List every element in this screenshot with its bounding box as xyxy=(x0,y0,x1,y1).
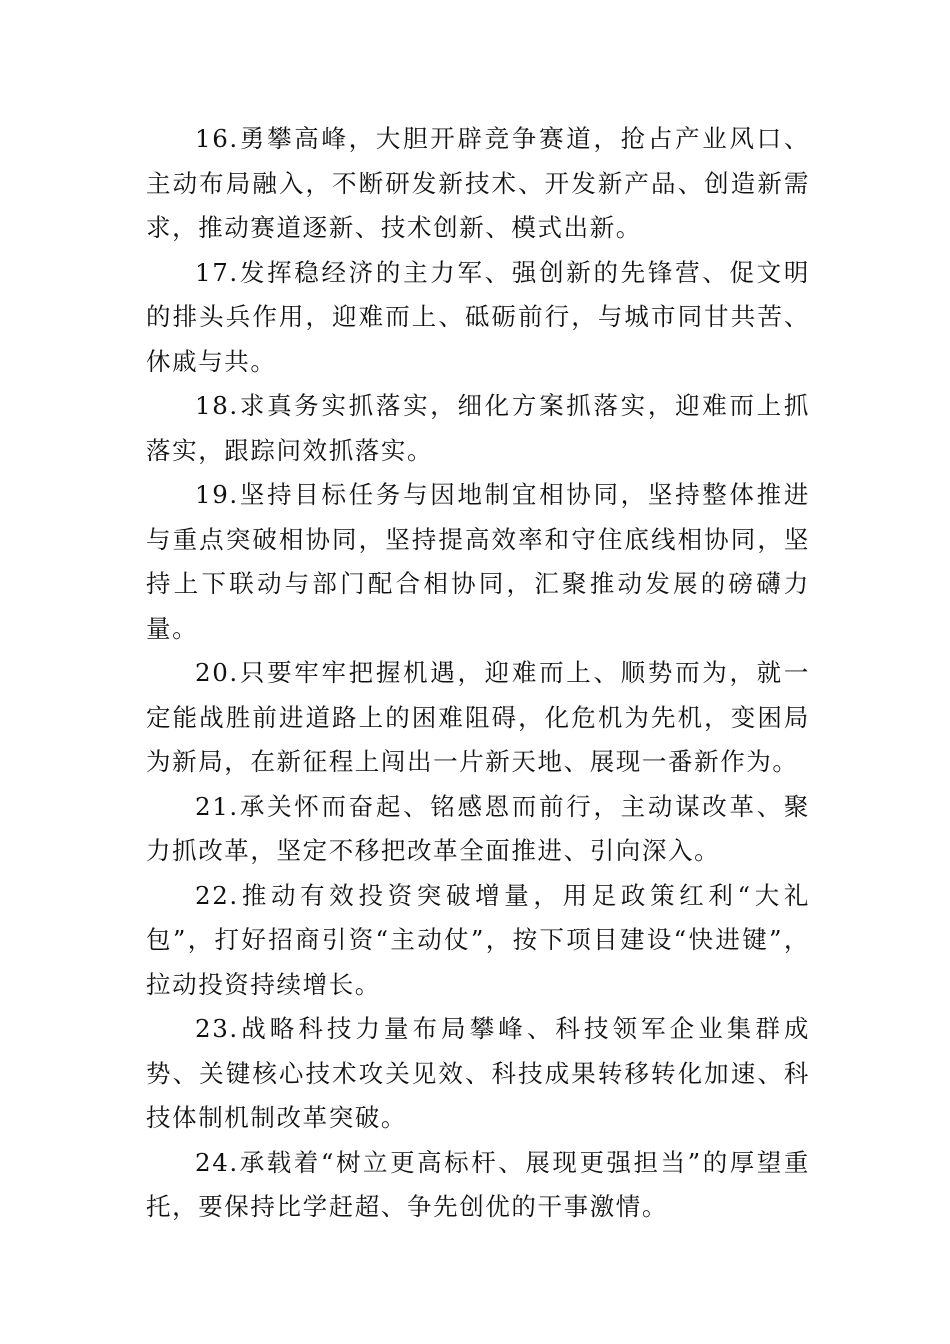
paragraph-23: 23.战略科技力量布局攀峰、科技领军企业集群成势、关键核心技术攻关见效、科技成果转移转化加速、科技体制机制改革突破。 xyxy=(146,1014,810,1132)
paragraph-18: 18.求真务实抓落实，细化方案抓落实，迎难而上抓落实，跟踪问效抓落实。 xyxy=(146,391,810,465)
document-body xyxy=(146,117,810,1230)
paragraph-17: 17.发挥稳经济的主力军、强创新的先锋营、促文明的排头兵作用，迎难而上、砥砺前行，与城市同甘共苦、休戚与共。 xyxy=(146,257,810,376)
paragraph-22: 22.推动有效投资突破增量，用足政策红利“大礼包”，打好招商引资“主动仗”，按下项目建设“快进键”，拉动投资持续增长。 xyxy=(146,880,810,999)
paragraph-24: 24.承载着“树立更高标杆、展现更强担当”的厚望重托，要保持比学赶超、争先创优的干事激情。 xyxy=(146,1147,810,1221)
paragraph-16: 16.勇攀高峰，大胆开辟竞争赛道，抢占产业风口、主动布局融入，不断研发新技术、开发新产品、创造新需求，推动赛道逐新、技术创新、模式出新。 xyxy=(146,124,810,242)
paragraph-20: 20.只要牢牢把握机遇，迎难而上、顺势而为，就一定能战胜前进道路上的困难阻碍，化危机为先机，变困局为新局，在新征程上闯出一片新天地、展现一番新作为。 xyxy=(146,658,810,776)
paragraph-21: 21.承关怀而奋起、铭感恩而前行，主动谋改革、聚力抓改革，坚定不移把改革全面推进、引向深入。 xyxy=(146,791,810,865)
paragraph-19: 19.坚持目标任务与因地制宜相协同，坚持整体推进与重点突破相协同，坚持提高效率和守住底线相协同，坚持上下联动与部门配合相协同，汇聚推动发展的磅礴力量。 xyxy=(146,480,810,643)
